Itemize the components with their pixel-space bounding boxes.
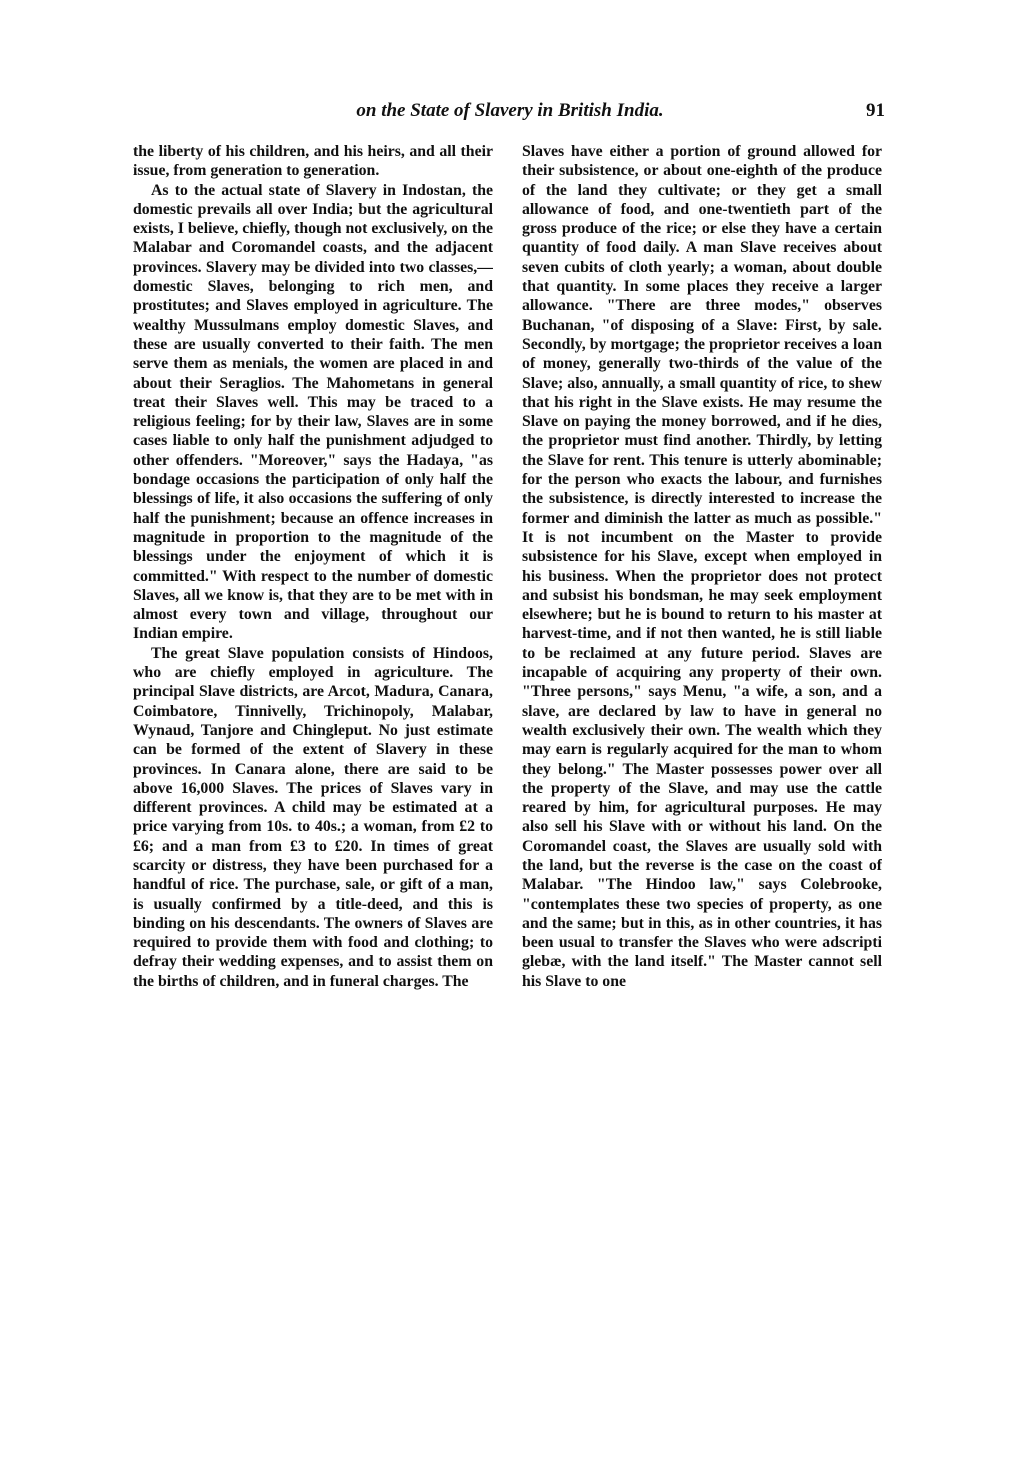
right-column: [522, 142, 882, 1392]
paragraph: As to the actual state of Slavery in Indostan, the domestic prevails all over India; but the agricultural exists, I believe, chiefly, though not exclusively, on the Malabar and Coromandel coasts, and the adjacent provinces. Slavery may be divided into two classes,—domestic Slaves, belonging to rich men, and prostitutes; and Slaves employed in agriculture. The wealthy Mussulmans employ domestic Slaves, and these are usually converted to their faith. The men serve them as menials, the women are placed in and about their Seraglios. The Mahometans in general treat their Slaves well. This may be traced to a religious feeling; for by their law, Slaves are in some cases liable to only half the punishment adjudged to other offenders. "Moreover," says the Hadaya, "as bondage occasions the participation of only half the blessings of life, it also occasions the suffering of only half the punishment; because an offence increases in magnitude in proportion to the magnitude of the blessings under the enjoyment of which it is committed." With respect to the number of domestic Slaves, all we know is, that they are to be met with in almost every town and village, throughout our Indian empire.: [133, 181, 493, 643]
page-number: 91: [866, 100, 885, 121]
running-header: on the State of Slavery in British India.: [356, 100, 664, 121]
left-column: [133, 142, 493, 1392]
paragraph: Slaves have either a portion of ground allowed for their subsistence, or about one-eighth of the produce of the land they cultivate; or they get a small allowance of food, and one-twentieth part of the gross produce of the rice; or else they have a certain quantity of food daily. A man Slave receives about seven cubits of cloth yearly; a woman, about double that quantity. In some places they receive a larger allowance. "There are three modes," observes Buchanan, "of disposing of a Slave: First, by sale. Secondly, by mortgage; the proprietor receives a loan of money, generally two-thirds of the value of the Slave; also, annually, a small quantity of rice, to shew that his right in the Slave exists. He may resume the Slave on paying the money borrowed, and if he dies, the proprietor must find another. Thirdly, by letting the Slave for rent. This tenure is utterly abominable; for the person who exacts the labour, and furnishes the subsistence, is directly interested to increase the former and diminish the latter as much as possible." It is not incumbent on the Master to provide subsistence for his Slave, except when employed in his business. When the proprietor does not protect and subsist his bondsman, he may seek employment elsewhere; but he is bound to return to his master at harvest-time, and if not then wanted, he is still liable to be reclaimed at any future period. Slaves are incapable of acquiring any property of their own. "Three persons," says Menu, "a wife, a son, and a slave, are declared by law to have in general no wealth exclusively their own. The wealth which they may earn is regularly acquired for the man to whom they belong." The Master possesses power over all the property of the Slave, and may use the cattle reared by him, for agricultural purposes. He may also sell his Slave with or without his land. On the Coromandel coast, the Slaves are usually sold with the land, but the reverse is the case on the coast of Malabar. "The Hindoo law," says Colebrooke, "contemplates these two species of property, as one and the same; but in this, as in other countries, it has been usual to transfer the Slaves who were adscripti glebæ, with the land itself." The Master cannot sell his Slave to one: [522, 143, 882, 990]
paragraph: The great Slave population consists of Hindoos, who are chiefly employed in agriculture. The principal Slave districts, are Arcot, Madura, Canara, Coimbatore, Tinnivelly, Trichinopoly, Malabar, Wynaud, Tanjore and Chingleput. No just estimate can be formed of the extent of Slavery in these provinces. In Canara alone, there are said to be above 16,000 Slaves. The prices of Slaves vary in different provinces. A child may be estimated at a price varying from 10s. to 40s.; a woman, from £2 to £6; and a man from £3 to £20. In times of great scarcity or distress, they have been purchased for a handful of rice. The purchase, sale, or gift of a man, is usually confirmed by a title-deed, and this is binding on his descendants. The owners of Slaves are required to provide them with food and clothing; to defray their wedding expenses, and to assist them on the births of children, and in funeral charges. The: [133, 644, 493, 990]
paragraph: the liberty of his children, and his heirs, and all their issue, from generation to generation.: [133, 143, 493, 180]
